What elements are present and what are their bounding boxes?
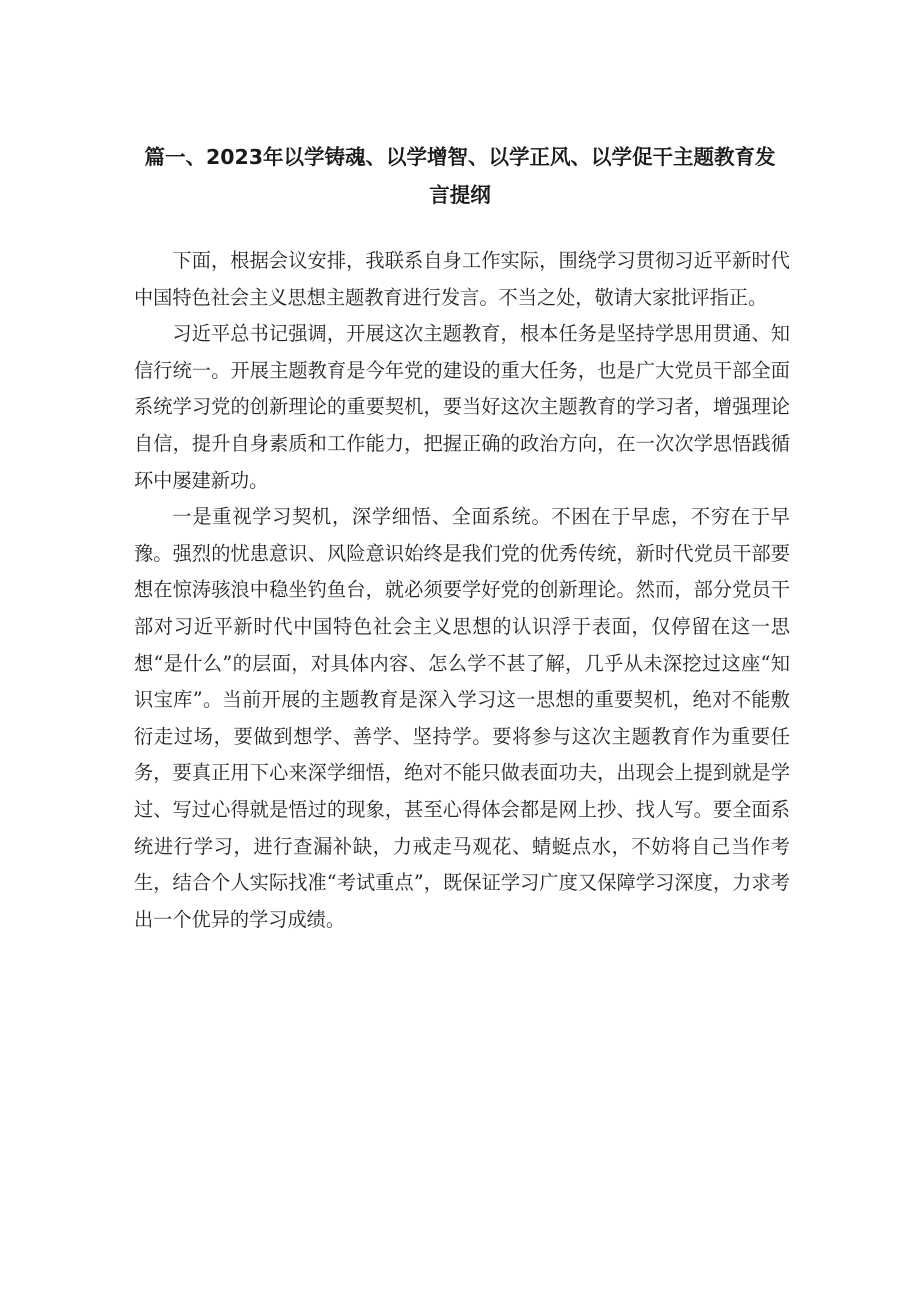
paragraph-point-one: 一是重视学习契机，深学细悟、全面系统。不困在于早虑，不穷在于早豫。强烈的忧患意识、风险意识始终是我们党的优秀传统，新时代党员干部要想在惊涛骇浪中稳坐钓鱼台，就必须要学好党的创新理论。然而，部分党员干部对习近平新时代中国特色社会主义思想的认识浮于表面，仅停留在这一思想“是什么”的层面，对具体内容、怎么学不甚了解，几乎从未深挖过这座“知识宝库”。当前开展的主题教育是深入学习这一思想的重要契机，绝对不能敷衍走过场，要做到想学、善学、坚持学。要将参与这次主题教育作为重要任务，要真正用下心来深学细悟，绝对不能只做表面功夫，出现会上提到就是学过、写过心得就是悟过的现象，甚至心得体会都是网上抄、找人写。要全面系统进行学习，进行查漏补缺，力戒走马观花、蜻蜓点水，不妨将自己当作考生，结合个人实际找准“考试重点”，既保证学习广度又保障学习深度，力求考出一个优异的学习成绩。 [134,505,790,931]
paragraph-intro: 下面，根据会议安排，我联系自身工作实际，围绕学习贯彻习近平新时代中国特色社会主义思想主题教育进行发言。不当之处，敬请大家批评指正。 [134,249,790,309]
title-line-1: 篇一、2023年以学铸魂、以学增智、以学正风、以学促干主题教育发 [144,145,776,169]
document-title [130,138,790,214]
document-body [134,243,790,938]
paragraph-quote: 习近平总书记强调，开展这次主题教育，根本任务是坚持学思用贯通、知信行统一。开展主题教育是今年党的建设的重大任务，也是广大党员干部全面系统学习党的创新理论的重要契机，要当好这次主题教育的学习者，增强理论自信，提升自身素质和工作能力，把握正确的政治方向，在一次次学思悟践循环中屡建新功。 [134,322,790,492]
title-line-2: 言提纲 [429,183,491,207]
